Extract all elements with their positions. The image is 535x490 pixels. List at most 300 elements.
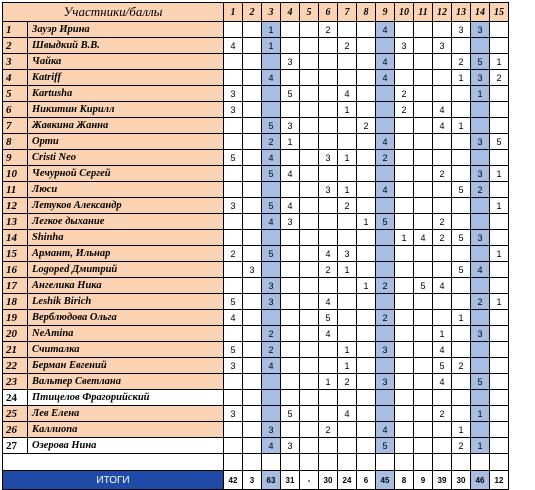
score-cell[interactable]	[414, 374, 433, 390]
score-cell[interactable]	[414, 134, 433, 150]
score-cell[interactable]: 3	[471, 326, 490, 342]
score-cell[interactable]	[357, 182, 376, 198]
score-cell[interactable]	[471, 246, 490, 262]
score-cell[interactable]	[262, 54, 281, 70]
score-cell[interactable]	[224, 134, 243, 150]
score-cell[interactable]	[395, 278, 414, 294]
score-cell[interactable]: 2	[490, 70, 509, 86]
score-cell[interactable]: 3	[471, 166, 490, 182]
score-cell[interactable]: 5	[262, 198, 281, 214]
score-cell[interactable]	[300, 406, 319, 422]
score-cell[interactable]	[338, 166, 357, 182]
score-cell[interactable]	[357, 262, 376, 278]
score-cell[interactable]	[243, 422, 262, 438]
score-cell[interactable]: 5	[452, 230, 471, 246]
empty-cell[interactable]	[300, 454, 319, 471]
score-cell[interactable]	[319, 38, 338, 54]
total-cell[interactable]: 30	[319, 471, 338, 490]
score-cell[interactable]: 4	[433, 102, 452, 118]
score-cell[interactable]: 2	[262, 134, 281, 150]
score-cell[interactable]	[357, 326, 376, 342]
score-cell[interactable]: 1	[452, 118, 471, 134]
score-cell[interactable]: 4	[376, 422, 395, 438]
score-cell[interactable]	[395, 326, 414, 342]
score-cell[interactable]	[414, 182, 433, 198]
score-cell[interactable]	[319, 166, 338, 182]
participant-name[interactable]: Берман Евгений	[28, 358, 224, 374]
score-cell[interactable]: 2	[338, 374, 357, 390]
row-number[interactable]: 13	[3, 214, 28, 230]
score-cell[interactable]	[376, 38, 395, 54]
score-cell[interactable]	[452, 38, 471, 54]
score-cell[interactable]	[281, 278, 300, 294]
score-cell[interactable]	[319, 214, 338, 230]
row-number[interactable]: 11	[3, 182, 28, 198]
score-cell[interactable]	[319, 278, 338, 294]
score-cell[interactable]	[224, 118, 243, 134]
score-cell[interactable]: 5	[471, 54, 490, 70]
score-cell[interactable]	[243, 310, 262, 326]
participant-name[interactable]: Легкое дыхание	[28, 214, 224, 230]
score-cell[interactable]	[338, 230, 357, 246]
score-cell[interactable]: 5	[452, 182, 471, 198]
score-cell[interactable]	[357, 230, 376, 246]
total-cell[interactable]: 45	[376, 471, 395, 490]
score-cell[interactable]: 3	[262, 294, 281, 310]
score-cell[interactable]	[395, 406, 414, 422]
score-cell[interactable]: 4	[319, 294, 338, 310]
row-number[interactable]: 26	[3, 422, 28, 438]
score-cell[interactable]	[452, 278, 471, 294]
score-cell[interactable]	[281, 358, 300, 374]
score-cell[interactable]: 2	[262, 342, 281, 358]
score-cell[interactable]	[376, 230, 395, 246]
score-cell[interactable]: 4	[262, 70, 281, 86]
score-cell[interactable]	[433, 134, 452, 150]
score-cell[interactable]	[300, 390, 319, 406]
score-cell[interactable]	[395, 54, 414, 70]
score-cell[interactable]	[300, 198, 319, 214]
row-number[interactable]: 1	[3, 22, 28, 38]
score-cell[interactable]	[490, 230, 509, 246]
score-cell[interactable]: 2	[319, 22, 338, 38]
score-cell[interactable]	[452, 406, 471, 422]
score-cell[interactable]	[395, 374, 414, 390]
score-cell[interactable]	[281, 294, 300, 310]
row-number[interactable]: 18	[3, 294, 28, 310]
score-cell[interactable]	[281, 22, 300, 38]
score-cell[interactable]: 3	[281, 54, 300, 70]
score-cell[interactable]: 2	[376, 310, 395, 326]
score-cell[interactable]	[319, 438, 338, 454]
score-cell[interactable]: 3	[262, 422, 281, 438]
participant-name[interactable]: Озерова Нина	[28, 438, 224, 454]
score-cell[interactable]: 4	[433, 342, 452, 358]
score-cell[interactable]	[471, 422, 490, 438]
score-cell[interactable]: 4	[376, 22, 395, 38]
score-cell[interactable]	[452, 246, 471, 262]
score-cell[interactable]	[243, 102, 262, 118]
score-cell[interactable]: 5	[281, 406, 300, 422]
empty-cell[interactable]	[490, 454, 509, 471]
score-cell[interactable]: 3	[224, 86, 243, 102]
score-cell[interactable]: 5	[376, 438, 395, 454]
score-cell[interactable]	[414, 422, 433, 438]
score-cell[interactable]: 5	[414, 278, 433, 294]
score-cell[interactable]	[490, 326, 509, 342]
score-cell[interactable]: 4	[376, 134, 395, 150]
total-cell[interactable]: -	[300, 471, 319, 490]
score-cell[interactable]	[224, 438, 243, 454]
participant-name[interactable]: Leshik Birich	[28, 294, 224, 310]
score-cell[interactable]	[471, 342, 490, 358]
score-cell[interactable]	[376, 198, 395, 214]
score-cell[interactable]	[414, 214, 433, 230]
score-cell[interactable]	[414, 246, 433, 262]
score-cell[interactable]	[357, 102, 376, 118]
score-cell[interactable]	[395, 310, 414, 326]
score-cell[interactable]	[338, 438, 357, 454]
score-cell[interactable]: 1	[357, 214, 376, 230]
score-cell[interactable]	[414, 102, 433, 118]
row-number[interactable]: 6	[3, 102, 28, 118]
score-cell[interactable]: 1	[452, 422, 471, 438]
participant-name[interactable]: Птицелов Фрагорийский	[28, 390, 224, 406]
score-cell[interactable]	[452, 134, 471, 150]
score-cell[interactable]	[300, 182, 319, 198]
total-cell[interactable]: 9	[414, 471, 433, 490]
score-cell[interactable]	[300, 262, 319, 278]
score-cell[interactable]	[471, 214, 490, 230]
row-number[interactable]: 14	[3, 230, 28, 246]
participant-name[interactable]: Kartusha	[28, 86, 224, 102]
score-cell[interactable]	[300, 422, 319, 438]
score-cell[interactable]	[281, 422, 300, 438]
participant-name[interactable]: Никитин Кирилл	[28, 102, 224, 118]
score-cell[interactable]: 1	[338, 262, 357, 278]
score-cell[interactable]: 4	[262, 358, 281, 374]
score-cell[interactable]	[224, 22, 243, 38]
score-cell[interactable]	[376, 406, 395, 422]
total-cell[interactable]: 39	[433, 471, 452, 490]
score-cell[interactable]: 1	[357, 278, 376, 294]
total-cell[interactable]: 63	[262, 471, 281, 490]
score-cell[interactable]	[338, 326, 357, 342]
score-cell[interactable]	[395, 262, 414, 278]
score-cell[interactable]: 5	[319, 310, 338, 326]
participant-name[interactable]: Считалка	[28, 342, 224, 358]
score-cell[interactable]	[395, 182, 414, 198]
score-cell[interactable]	[224, 166, 243, 182]
score-cell[interactable]	[414, 86, 433, 102]
score-cell[interactable]: 5	[224, 150, 243, 166]
score-cell[interactable]	[414, 54, 433, 70]
score-cell[interactable]	[376, 86, 395, 102]
row-number[interactable]: 19	[3, 310, 28, 326]
participant-name[interactable]: Чайка	[28, 54, 224, 70]
row-number[interactable]: 10	[3, 166, 28, 182]
score-cell[interactable]	[357, 390, 376, 406]
empty-cell[interactable]	[243, 454, 262, 471]
participant-name[interactable]: Швыдкий В.В.	[28, 38, 224, 54]
score-cell[interactable]	[414, 310, 433, 326]
score-cell[interactable]	[300, 118, 319, 134]
score-cell[interactable]	[357, 70, 376, 86]
score-cell[interactable]	[300, 166, 319, 182]
score-cell[interactable]	[490, 102, 509, 118]
score-cell[interactable]	[433, 262, 452, 278]
score-cell[interactable]	[243, 246, 262, 262]
score-cell[interactable]: 4	[224, 38, 243, 54]
score-cell[interactable]	[376, 390, 395, 406]
score-cell[interactable]: 3	[471, 70, 490, 86]
score-cell[interactable]	[376, 166, 395, 182]
participant-name[interactable]: Каллиопа	[28, 422, 224, 438]
score-cell[interactable]	[224, 182, 243, 198]
score-cell[interactable]: 4	[224, 310, 243, 326]
score-cell[interactable]	[452, 390, 471, 406]
score-cell[interactable]	[414, 294, 433, 310]
score-cell[interactable]	[490, 262, 509, 278]
score-cell[interactable]: 4	[376, 70, 395, 86]
score-cell[interactable]	[414, 70, 433, 86]
score-cell[interactable]: 4	[281, 198, 300, 214]
score-cell[interactable]	[243, 134, 262, 150]
score-cell[interactable]	[414, 198, 433, 214]
score-cell[interactable]	[300, 230, 319, 246]
row-number[interactable]: 22	[3, 358, 28, 374]
score-cell[interactable]	[243, 214, 262, 230]
row-number[interactable]: 21	[3, 342, 28, 358]
score-cell[interactable]: 1	[395, 230, 414, 246]
participant-name[interactable]: Чечурной Сергей	[28, 166, 224, 182]
score-cell[interactable]	[490, 390, 509, 406]
score-cell[interactable]: 2	[376, 278, 395, 294]
total-cell[interactable]: 46	[471, 471, 490, 490]
score-cell[interactable]	[243, 406, 262, 422]
score-cell[interactable]	[471, 278, 490, 294]
score-cell[interactable]	[281, 262, 300, 278]
score-cell[interactable]: 2	[395, 86, 414, 102]
score-cell[interactable]: 3	[319, 182, 338, 198]
score-cell[interactable]	[262, 262, 281, 278]
score-cell[interactable]	[300, 134, 319, 150]
score-cell[interactable]	[243, 70, 262, 86]
score-cell[interactable]: 2	[433, 230, 452, 246]
score-cell[interactable]: 2	[395, 102, 414, 118]
score-cell[interactable]	[490, 438, 509, 454]
score-cell[interactable]	[433, 182, 452, 198]
score-cell[interactable]	[452, 86, 471, 102]
score-cell[interactable]	[281, 342, 300, 358]
score-cell[interactable]	[224, 54, 243, 70]
score-cell[interactable]	[395, 134, 414, 150]
score-cell[interactable]	[471, 38, 490, 54]
score-cell[interactable]	[300, 246, 319, 262]
score-cell[interactable]: 5	[471, 374, 490, 390]
score-cell[interactable]: 1	[490, 198, 509, 214]
score-cell[interactable]	[243, 22, 262, 38]
participant-name[interactable]: Зауэр Ирина	[28, 22, 224, 38]
empty-cell[interactable]	[376, 454, 395, 471]
score-cell[interactable]: 1	[281, 134, 300, 150]
empty-cell[interactable]	[471, 454, 490, 471]
score-cell[interactable]	[376, 326, 395, 342]
score-cell[interactable]	[319, 86, 338, 102]
score-cell[interactable]	[300, 86, 319, 102]
score-cell[interactable]	[490, 406, 509, 422]
score-cell[interactable]: 5	[262, 118, 281, 134]
score-cell[interactable]	[452, 342, 471, 358]
score-cell[interactable]	[357, 134, 376, 150]
score-cell[interactable]	[300, 22, 319, 38]
score-cell[interactable]: 3	[471, 22, 490, 38]
score-cell[interactable]	[319, 342, 338, 358]
score-cell[interactable]	[433, 54, 452, 70]
score-cell[interactable]	[357, 358, 376, 374]
score-cell[interactable]	[414, 166, 433, 182]
score-cell[interactable]: 2	[452, 438, 471, 454]
score-cell[interactable]	[395, 22, 414, 38]
score-cell[interactable]	[433, 422, 452, 438]
score-cell[interactable]: 1	[338, 150, 357, 166]
score-cell[interactable]	[490, 342, 509, 358]
score-cell[interactable]	[281, 102, 300, 118]
empty-cell[interactable]	[281, 454, 300, 471]
score-cell[interactable]	[433, 198, 452, 214]
score-cell[interactable]	[414, 118, 433, 134]
score-cell[interactable]	[224, 326, 243, 342]
score-cell[interactable]	[490, 22, 509, 38]
score-cell[interactable]: 5	[433, 358, 452, 374]
score-cell[interactable]	[376, 358, 395, 374]
score-cell[interactable]: 4	[281, 166, 300, 182]
score-cell[interactable]	[319, 54, 338, 70]
total-cell[interactable]: 24	[338, 471, 357, 490]
score-cell[interactable]	[300, 102, 319, 118]
score-cell[interactable]	[490, 86, 509, 102]
score-cell[interactable]	[338, 294, 357, 310]
score-cell[interactable]	[319, 198, 338, 214]
participant-name[interactable]: NeAmina	[28, 326, 224, 342]
score-cell[interactable]	[490, 422, 509, 438]
score-cell[interactable]	[300, 278, 319, 294]
score-cell[interactable]: 3	[281, 118, 300, 134]
participant-name[interactable]: Cristi Neo	[28, 150, 224, 166]
score-cell[interactable]	[490, 374, 509, 390]
score-cell[interactable]: 1	[319, 374, 338, 390]
score-cell[interactable]: 3	[471, 134, 490, 150]
score-cell[interactable]: 1	[471, 406, 490, 422]
score-cell[interactable]: 2	[376, 150, 395, 166]
row-number[interactable]: 9	[3, 150, 28, 166]
score-cell[interactable]	[357, 246, 376, 262]
score-cell[interactable]	[300, 342, 319, 358]
score-cell[interactable]	[471, 198, 490, 214]
score-cell[interactable]	[281, 374, 300, 390]
score-cell[interactable]: 1	[490, 294, 509, 310]
score-cell[interactable]	[357, 86, 376, 102]
score-cell[interactable]: 3	[376, 342, 395, 358]
score-cell[interactable]: 2	[471, 182, 490, 198]
score-cell[interactable]	[300, 358, 319, 374]
score-cell[interactable]	[357, 406, 376, 422]
score-cell[interactable]	[357, 54, 376, 70]
empty-cell[interactable]	[433, 454, 452, 471]
score-cell[interactable]	[319, 118, 338, 134]
score-cell[interactable]	[490, 118, 509, 134]
row-number[interactable]: 2	[3, 38, 28, 54]
score-cell[interactable]	[395, 390, 414, 406]
score-cell[interactable]	[433, 150, 452, 166]
total-cell[interactable]: 30	[452, 471, 471, 490]
score-cell[interactable]	[281, 326, 300, 342]
score-cell[interactable]: 3	[281, 438, 300, 454]
score-cell[interactable]: 3	[376, 374, 395, 390]
score-cell[interactable]	[243, 326, 262, 342]
score-cell[interactable]	[433, 310, 452, 326]
participant-name[interactable]: Katriff	[28, 70, 224, 86]
score-cell[interactable]	[452, 326, 471, 342]
score-cell[interactable]	[319, 390, 338, 406]
score-cell[interactable]	[414, 406, 433, 422]
score-cell[interactable]	[357, 38, 376, 54]
score-cell[interactable]	[376, 102, 395, 118]
score-cell[interactable]	[338, 70, 357, 86]
score-cell[interactable]	[300, 294, 319, 310]
empty-cell[interactable]	[319, 454, 338, 471]
score-cell[interactable]	[338, 118, 357, 134]
score-cell[interactable]	[433, 86, 452, 102]
score-cell[interactable]: 1	[471, 86, 490, 102]
score-cell[interactable]: 4	[376, 182, 395, 198]
score-cell[interactable]	[243, 86, 262, 102]
score-cell[interactable]	[395, 438, 414, 454]
score-cell[interactable]	[395, 198, 414, 214]
score-cell[interactable]: 3	[224, 406, 243, 422]
score-cell[interactable]	[395, 214, 414, 230]
score-cell[interactable]: 1	[490, 54, 509, 70]
score-cell[interactable]	[395, 246, 414, 262]
score-cell[interactable]	[224, 374, 243, 390]
score-cell[interactable]: 3	[224, 198, 243, 214]
score-cell[interactable]: 2	[338, 198, 357, 214]
participant-name[interactable]: Жавкина Жанна	[28, 118, 224, 134]
score-cell[interactable]	[490, 358, 509, 374]
score-cell[interactable]	[300, 54, 319, 70]
row-number[interactable]: 4	[3, 70, 28, 86]
score-cell[interactable]	[433, 70, 452, 86]
score-cell[interactable]	[243, 182, 262, 198]
score-cell[interactable]	[224, 390, 243, 406]
score-cell[interactable]	[262, 390, 281, 406]
score-cell[interactable]	[224, 230, 243, 246]
row-number[interactable]: 24	[3, 390, 28, 406]
score-cell[interactable]: 5	[376, 214, 395, 230]
score-cell[interactable]: 2	[224, 246, 243, 262]
score-cell[interactable]: 1	[452, 310, 471, 326]
score-cell[interactable]: 1	[471, 438, 490, 454]
score-cell[interactable]: 4	[433, 278, 452, 294]
empty-cell[interactable]	[338, 454, 357, 471]
score-cell[interactable]: 2	[262, 326, 281, 342]
score-cell[interactable]	[452, 150, 471, 166]
score-cell[interactable]	[243, 150, 262, 166]
score-cell[interactable]	[281, 310, 300, 326]
participant-name[interactable]: Shinha	[28, 230, 224, 246]
score-cell[interactable]	[338, 134, 357, 150]
score-cell[interactable]	[224, 278, 243, 294]
